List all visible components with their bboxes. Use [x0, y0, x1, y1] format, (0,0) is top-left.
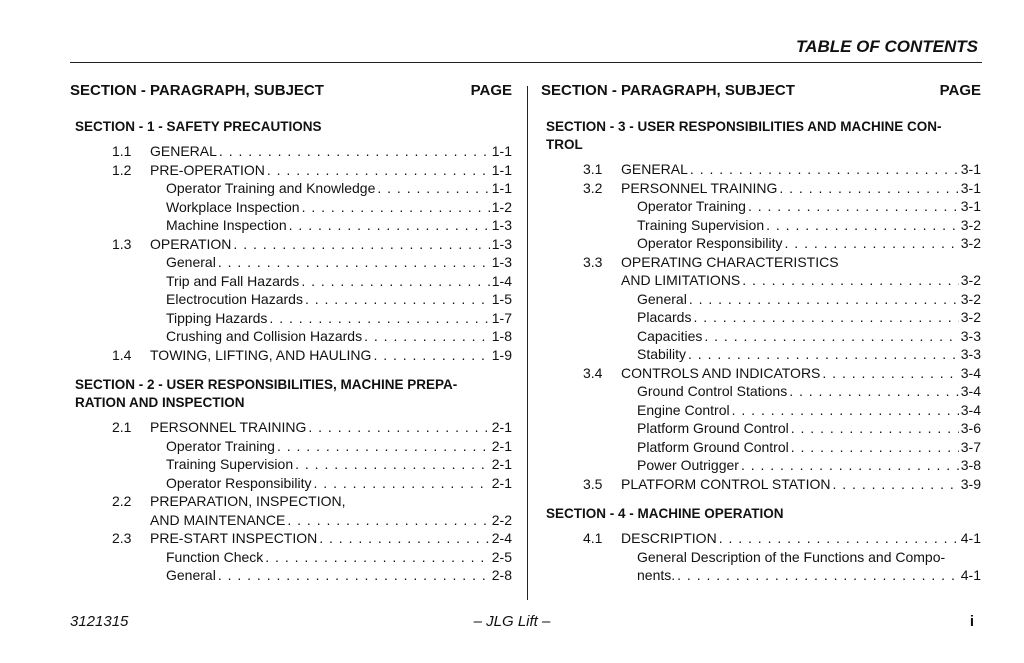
toc-entry[interactable] — [70, 418, 512, 437]
dot-leader — [219, 142, 490, 161]
dot-leader — [690, 160, 959, 179]
dot-leader — [833, 475, 959, 494]
entry-number: 3.3 — [583, 253, 603, 270]
header-rule — [70, 62, 982, 63]
entry-label: PRE-OPERATION — [150, 161, 265, 178]
toc-entry[interactable] — [70, 346, 512, 365]
dot-leader — [785, 234, 959, 253]
entry-text — [150, 142, 512, 161]
entry-label: Stability — [637, 346, 687, 362]
entry-label: General — [166, 567, 216, 583]
toc-subentry[interactable] — [70, 327, 512, 346]
toc-subentry[interactable] — [541, 345, 981, 364]
section-title-line: SECTION - 3 - USER RESPONSIBILITIES AND MACHINE CON- — [546, 119, 942, 134]
dot-leader — [748, 197, 959, 216]
entry-text — [166, 179, 512, 198]
entry-page: 3-2 — [960, 290, 981, 307]
entry-text — [637, 419, 981, 438]
dot-leader — [719, 529, 959, 548]
entry-text — [637, 566, 981, 585]
entry-text — [150, 235, 512, 254]
entry-text — [166, 327, 512, 346]
entry-text — [637, 548, 981, 567]
dot-leader — [305, 290, 490, 309]
entry-label: Platform Ground Control — [637, 438, 789, 455]
toc-subentry[interactable] — [541, 382, 981, 401]
entry-label: Platform Ground Control — [637, 420, 789, 436]
dot-leader — [287, 511, 489, 530]
entry-label: PRE-START INSPECTION — [150, 530, 318, 546]
entry-page: 3-1 — [960, 179, 981, 196]
entry-label: Engine Control — [637, 401, 730, 418]
entry-page: 1-1 — [491, 180, 512, 196]
entry-text — [621, 253, 981, 272]
dot-leader — [364, 327, 490, 346]
dot-leader — [373, 346, 489, 365]
toc-subentry[interactable] — [541, 197, 981, 216]
entry-text — [637, 234, 981, 253]
entry-page: 2-8 — [491, 567, 512, 583]
toc-subentry[interactable] — [70, 566, 512, 585]
entry-label: Ground Control Stations — [637, 383, 788, 399]
dot-leader — [693, 308, 958, 327]
entry-text — [637, 438, 981, 457]
entry-label: Operator Training — [166, 437, 275, 454]
entry-label: GENERAL — [621, 161, 688, 177]
column-heading — [70, 82, 512, 102]
toc-entry[interactable] — [541, 160, 981, 179]
entry-label: PREPARATION, INSPECTION, — [150, 493, 346, 509]
dot-leader — [302, 198, 490, 217]
entry-page: 1-1 — [491, 161, 512, 178]
entry-text — [150, 529, 512, 548]
section-title-line: SECTION - 1 - SAFETY PRECAUTIONS — [75, 119, 322, 134]
entry-page: 3-4 — [960, 364, 981, 381]
section-title-line: SECTION - 4 - MACHINE OPERATION — [546, 506, 784, 521]
entry-label: Operator Training and Knowledge — [166, 180, 376, 196]
dot-leader — [218, 566, 490, 585]
entry-text — [637, 197, 981, 216]
section-title — [546, 505, 981, 523]
toc-entry[interactable] — [541, 271, 981, 290]
entry-page: 1-9 — [491, 346, 512, 363]
entry-page: 3-7 — [960, 438, 981, 455]
entry-page: 3-6 — [960, 420, 981, 436]
dot-leader — [289, 216, 490, 235]
entry-page: 1-4 — [491, 272, 512, 289]
toc-entry[interactable] — [70, 492, 512, 511]
entry-text — [166, 309, 512, 328]
entry-number: 2.3 — [112, 530, 132, 546]
toc-subentry[interactable] — [70, 272, 512, 291]
toc-column-right — [541, 82, 981, 585]
dot-leader — [947, 548, 979, 567]
entry-text — [637, 308, 981, 327]
toc-subentry[interactable] — [541, 290, 981, 309]
page-heading: PAGE — [470, 82, 512, 99]
entry-number: 1.4 — [112, 346, 132, 363]
toc-subentry[interactable] — [541, 548, 981, 567]
dot-leader — [319, 529, 490, 548]
entry-page: 3-2 — [960, 235, 981, 251]
toc-entry[interactable] — [541, 475, 981, 494]
toc-subentry[interactable] — [541, 456, 981, 475]
entry-text — [621, 271, 981, 290]
toc-subentry[interactable] — [70, 309, 512, 328]
dot-leader — [308, 418, 489, 437]
section-title-line: RATION AND INSPECTION — [75, 395, 245, 410]
entry-page: 3-9 — [960, 475, 981, 492]
entry-page: 1-2 — [491, 198, 512, 215]
dot-leader — [841, 253, 979, 272]
entry-label: AND LIMITATIONS — [621, 272, 741, 288]
entry-text — [637, 345, 981, 364]
entry-page: 4-1 — [960, 530, 981, 546]
entry-text — [637, 401, 981, 420]
toc-column-left — [70, 82, 512, 585]
section-title — [75, 376, 512, 412]
toc-subentry[interactable] — [70, 216, 512, 235]
entry-label: OPERATION — [150, 235, 232, 252]
toc-entry[interactable] — [541, 529, 981, 548]
entry-text — [637, 327, 981, 346]
entry-text — [150, 346, 512, 365]
entry-page: 3-1 — [960, 161, 981, 177]
toc-subentry[interactable] — [541, 401, 981, 420]
dot-leader — [791, 419, 959, 438]
entry-text — [150, 492, 512, 511]
section-title-line: SECTION - 2 - USER RESPONSIBILITIES, MACHINE PREPA- — [75, 377, 458, 392]
dot-leader — [295, 455, 490, 474]
toc-subentry[interactable] — [541, 327, 981, 346]
subject-heading: SECTION - PARAGRAPH, SUBJECT — [70, 82, 324, 99]
entry-page: 1-1 — [491, 143, 512, 159]
entry-text — [166, 566, 512, 585]
toc-subentry[interactable] — [70, 198, 512, 217]
entry-number: 2.1 — [112, 419, 132, 435]
dot-leader — [218, 253, 490, 272]
toc-subentry[interactable] — [70, 474, 512, 493]
entry-label: Training Supervision — [166, 456, 294, 472]
entry-page: 3-4 — [960, 383, 981, 399]
entry-page: 2-1 — [491, 419, 512, 435]
entry-text — [637, 216, 981, 235]
dot-leader — [704, 327, 958, 346]
entry-label: Operator Responsibility — [637, 235, 783, 251]
entry-text — [150, 418, 512, 437]
entry-label: Electrocution Hazards — [166, 291, 303, 307]
entry-label: DESCRIPTION — [621, 530, 717, 546]
dot-leader — [822, 364, 958, 383]
entry-label: Workplace Inspection — [166, 198, 300, 215]
entry-number: 1.3 — [112, 235, 132, 252]
section-title — [546, 118, 981, 154]
dot-leader — [688, 345, 959, 364]
toc-subentry[interactable] — [541, 566, 981, 585]
dot-leader — [269, 309, 489, 328]
section-gap — [70, 364, 512, 376]
entry-page: 1-8 — [491, 328, 512, 344]
entry-page: 1-7 — [491, 309, 512, 326]
entry-text — [166, 253, 512, 272]
dot-leader — [766, 216, 959, 235]
entry-text — [637, 382, 981, 401]
entry-text — [166, 216, 512, 235]
entry-page: 3-2 — [960, 216, 981, 233]
entry-text — [166, 548, 512, 567]
entry-label: Power Outrigger — [637, 457, 739, 473]
column-divider — [527, 86, 528, 600]
entry-label: General Description of the Functions and Compo- — [637, 548, 946, 565]
entry-page: 1-3 — [491, 254, 512, 270]
entry-page: 3-2 — [960, 309, 981, 325]
entry-label: PERSONNEL TRAINING — [621, 179, 778, 196]
entry-text — [637, 290, 981, 309]
toc-subentry[interactable] — [541, 419, 981, 438]
page-heading: PAGE — [939, 82, 981, 99]
entry-page: 2-4 — [491, 530, 512, 546]
entry-page: 3-3 — [960, 327, 981, 344]
entry-number: 2.2 — [112, 493, 132, 509]
section-title — [75, 118, 512, 136]
dot-leader — [267, 161, 490, 180]
page-header-title: TABLE OF CONTENTS — [796, 37, 978, 56]
entry-page: 4-1 — [960, 567, 981, 583]
entry-label: TOWING, LIFTING, AND HAULING — [150, 346, 372, 363]
entry-page: 3-2 — [960, 272, 981, 288]
entry-number: 1.2 — [112, 161, 132, 178]
dot-leader — [233, 235, 489, 254]
entry-page: 2-5 — [491, 548, 512, 565]
entry-label: Function Check — [166, 548, 264, 565]
dot-leader — [677, 566, 959, 585]
entry-text — [637, 456, 981, 475]
entry-label: CONTROLS AND INDICATORS — [621, 364, 821, 381]
entry-number: 4.1 — [583, 530, 603, 546]
entry-label: Machine Inspection — [166, 217, 287, 233]
entry-page: 3-1 — [960, 198, 981, 214]
entry-page: 3-4 — [960, 401, 981, 418]
entry-page: 2-2 — [491, 511, 512, 528]
dot-leader — [732, 401, 959, 420]
entry-label: AND MAINTENANCE — [150, 511, 286, 528]
entry-text — [621, 529, 981, 548]
toc-subentry[interactable] — [70, 548, 512, 567]
entry-page: 3-3 — [960, 346, 981, 362]
dot-leader — [741, 456, 959, 475]
entry-label: Trip and Fall Hazards — [166, 272, 300, 289]
toc-subentry[interactable] — [70, 437, 512, 456]
doc-number: 3121315 — [70, 613, 129, 630]
entry-text — [150, 511, 512, 530]
entry-label: PLATFORM CONTROL STATION — [621, 475, 831, 492]
dot-leader — [791, 438, 959, 457]
sections-container — [541, 118, 981, 585]
toc-subentry[interactable] — [541, 308, 981, 327]
entry-page: 1-3 — [491, 235, 512, 252]
dot-leader — [742, 271, 958, 290]
footer-brand: – JLG Lift – — [473, 613, 551, 630]
sections-container — [70, 118, 512, 585]
entry-label: OPERATING CHARACTERISTICS — [621, 253, 839, 270]
entry-label: General — [637, 290, 687, 307]
entry-text — [166, 455, 512, 474]
entry-label: Capacities — [637, 327, 703, 344]
entry-text — [166, 272, 512, 291]
dot-leader — [301, 272, 489, 291]
entry-page: 3-8 — [960, 457, 981, 473]
entry-text — [621, 160, 981, 179]
toc-subentry[interactable] — [541, 234, 981, 253]
entry-page: 2-1 — [491, 437, 512, 454]
toc-entry[interactable] — [70, 235, 512, 254]
entry-label: Training Supervision — [637, 216, 765, 233]
dot-leader — [277, 437, 490, 456]
entry-text — [166, 290, 512, 309]
entry-text — [166, 437, 512, 456]
section-title-line: TROL — [546, 137, 583, 152]
entry-number: 3.5 — [583, 475, 603, 492]
toc-entry[interactable] — [70, 511, 512, 530]
toc-subentry[interactable] — [70, 290, 512, 309]
toc-subentry[interactable] — [70, 179, 512, 198]
toc-entry[interactable] — [70, 142, 512, 161]
entry-number: 3.2 — [583, 179, 603, 196]
dot-leader — [377, 179, 489, 198]
page-number: i — [969, 613, 974, 630]
entry-text — [621, 364, 981, 383]
entry-label: PERSONNEL TRAINING — [150, 419, 307, 435]
column-heading — [541, 82, 981, 102]
toc-entry[interactable] — [541, 179, 981, 198]
entry-label: nents. — [637, 567, 676, 583]
entry-label: Placards — [637, 309, 692, 325]
toc-entry[interactable] — [70, 161, 512, 180]
entry-text — [621, 475, 981, 494]
toc-subentry[interactable] — [70, 253, 512, 272]
dot-leader — [779, 179, 958, 198]
entry-page: 1-3 — [491, 217, 512, 233]
entry-number: 3.1 — [583, 161, 603, 177]
entry-label: General — [166, 254, 216, 270]
toc-subentry[interactable] — [70, 455, 512, 474]
toc-entry[interactable] — [541, 253, 981, 272]
entry-text — [621, 179, 981, 198]
entry-page: 2-1 — [491, 456, 512, 472]
entry-label: Operator Responsibility — [166, 474, 312, 491]
toc-subentry[interactable] — [541, 216, 981, 235]
section-gap — [541, 493, 981, 505]
entry-page: 1-5 — [491, 291, 512, 307]
toc-entry[interactable] — [541, 364, 981, 383]
dot-leader — [689, 290, 959, 309]
entry-label: Operator Training — [637, 198, 746, 214]
entry-label: Tipping Hazards — [166, 309, 268, 326]
entry-number: 1.1 — [112, 143, 132, 159]
entry-label: GENERAL — [150, 143, 217, 159]
subject-heading: SECTION - PARAGRAPH, SUBJECT — [541, 82, 795, 99]
toc-subentry[interactable] — [541, 438, 981, 457]
toc-entry[interactable] — [70, 529, 512, 548]
dot-leader — [265, 548, 489, 567]
entry-text — [166, 198, 512, 217]
dot-leader — [348, 492, 510, 511]
entry-text — [166, 474, 512, 493]
entry-label: Crushing and Collision Hazards — [166, 328, 363, 344]
entry-text — [150, 161, 512, 180]
entry-page: 2-1 — [491, 474, 512, 491]
dot-leader — [314, 474, 490, 493]
dot-leader — [789, 382, 959, 401]
entry-number: 3.4 — [583, 364, 603, 381]
